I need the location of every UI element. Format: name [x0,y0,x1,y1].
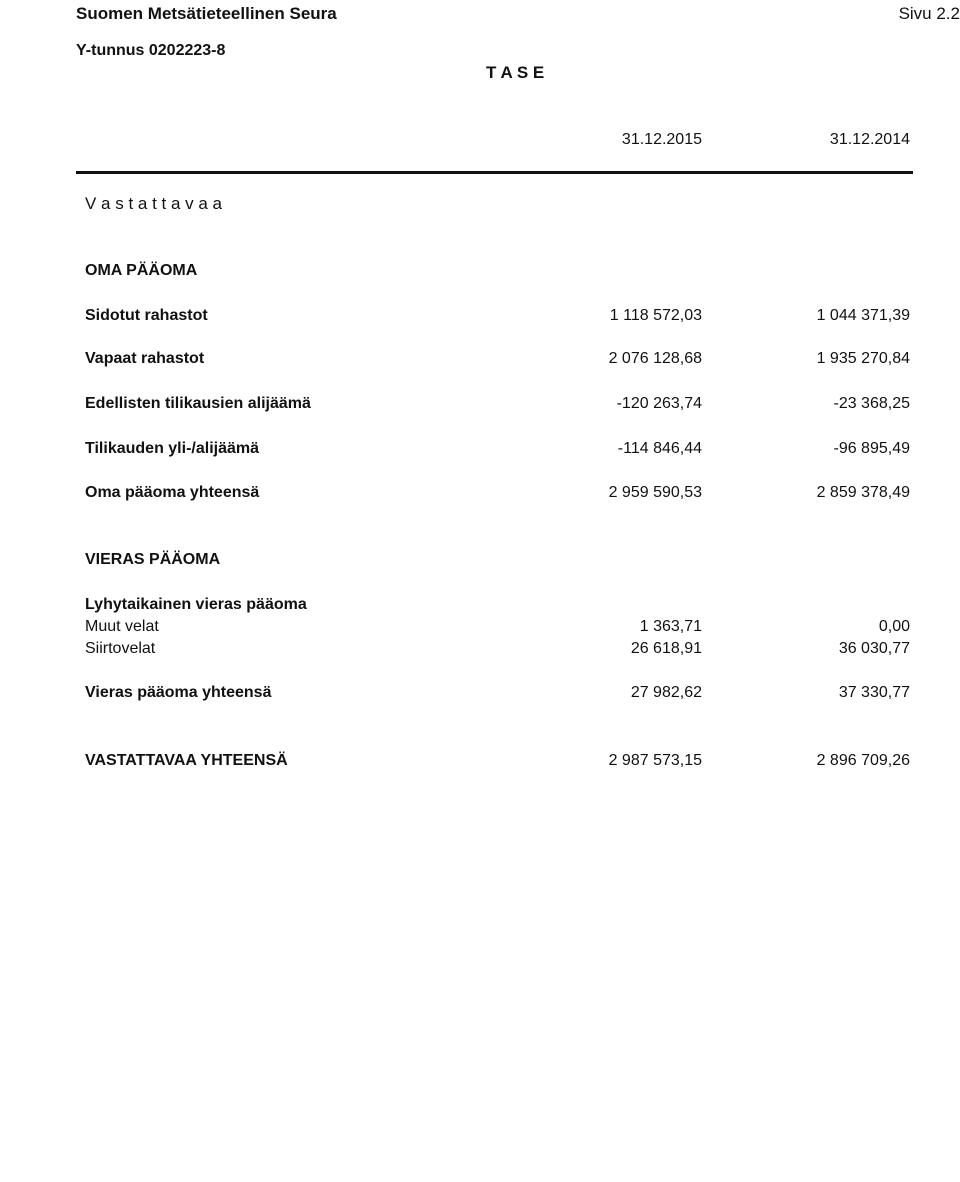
column-header-2015: 31.12.2015 [621,131,702,148]
row-value-2014: 1 044 371,39 [816,307,910,324]
row-value-2014: 37 330,77 [838,684,910,701]
row-value-2015: 26 618,91 [630,640,702,657]
row-value-2015: 2 987 573,15 [608,752,702,769]
row-value-2014: -96 895,49 [833,440,910,457]
row-value-2015: 27 982,62 [630,684,702,701]
row-value-2015: 2 959 590,53 [608,484,702,501]
row-value-2015: 1 363,71 [639,618,702,635]
column-header-2014: 31.12.2014 [829,131,910,148]
organization-name: Suomen Metsätieteellinen Seura [76,4,337,23]
row-label: Muut velat [85,618,159,635]
row-label: Edellisten tilikausien alijäämä [85,395,311,412]
equity-heading: OMA PÄÄOMA [85,262,198,279]
row-label: VASTATTAVAA YHTEENSÄ [85,752,288,769]
row-value-2015: -114 846,44 [617,440,702,457]
business-id: Y-tunnus 0202223-8 [76,42,226,59]
row-value-2014: 1 935 270,84 [816,350,910,367]
row-label: Oma pääoma yhteensä [85,484,260,501]
row-label: Vieras pääoma yhteensä [85,684,272,701]
row-label: Sidotut rahastot [85,307,208,324]
row-label: Vapaat rahastot [85,350,205,367]
row-value-2014: 2 859 378,49 [816,484,910,501]
liabilities-heading: VIERAS PÄÄOMA [85,551,221,568]
page-number: Sivu 2.2 [898,4,960,23]
row-label: Siirtovelat [85,640,156,657]
header-rule [76,171,913,174]
row-value-2015: -120 263,74 [616,395,702,412]
row-value-2014: 36 030,77 [838,640,910,657]
document-title: T A S E [486,63,545,82]
row-value-2014: 0,00 [878,618,910,635]
row-value-2014: 2 896 709,26 [816,752,910,769]
row-value-2015: 2 076 128,68 [608,350,702,367]
liabilities-subheading: Lyhytaikainen vieras pääoma [85,596,307,613]
row-label: Tilikauden yli-/alijäämä [85,440,259,457]
section-title: V a s t a t t a v a a [85,194,223,213]
row-value-2014: -23 368,25 [833,395,910,412]
row-value-2015: 1 118 572,03 [609,307,702,324]
